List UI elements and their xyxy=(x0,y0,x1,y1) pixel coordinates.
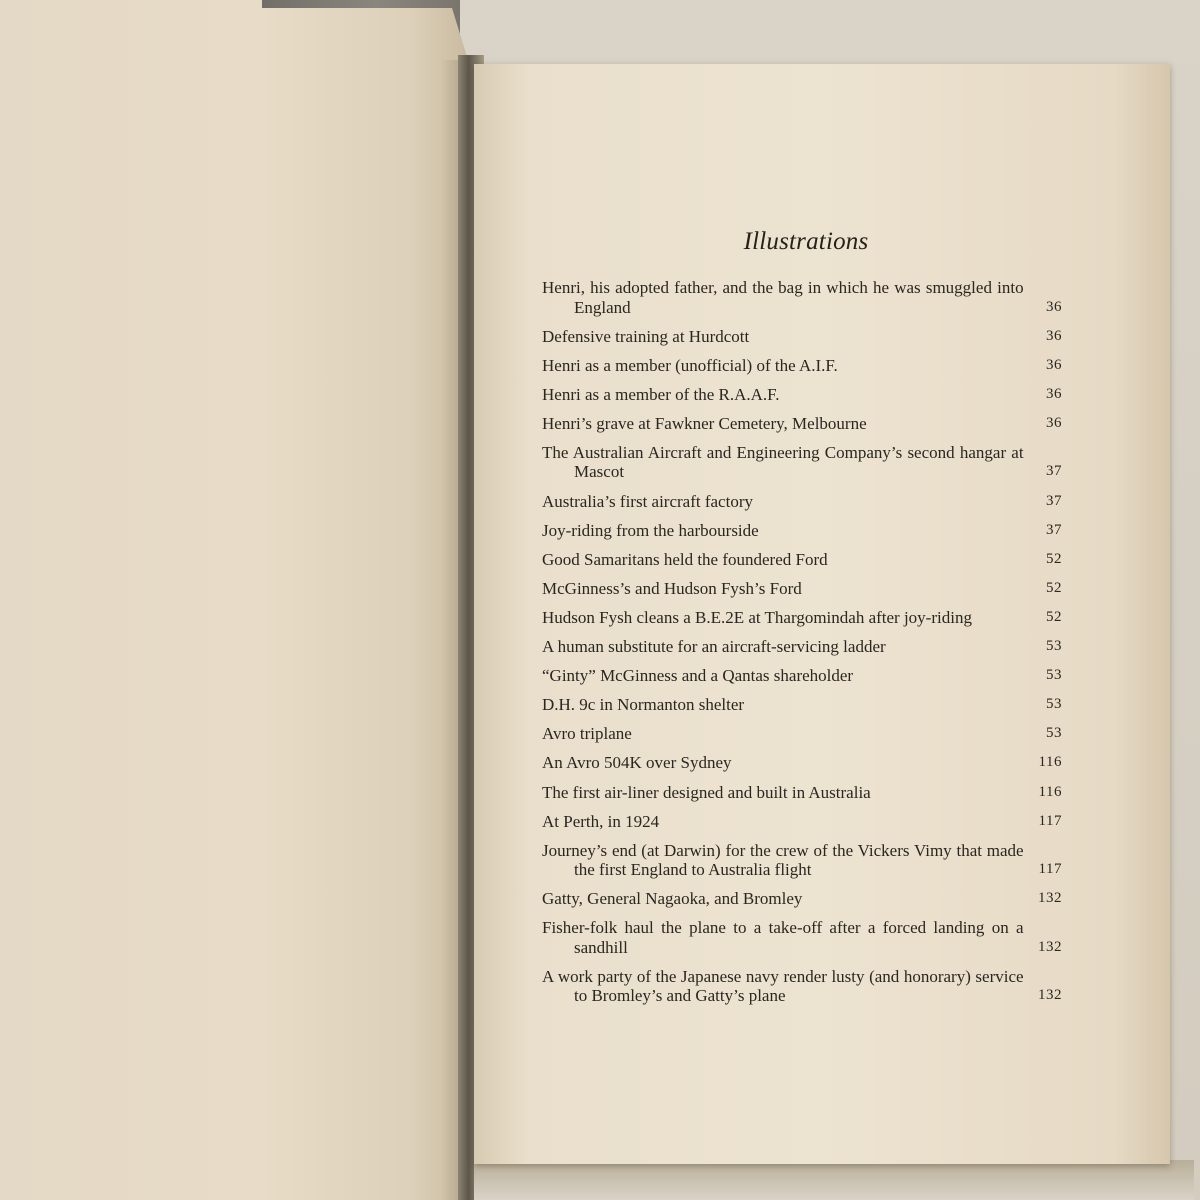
entry-page-number: 53 xyxy=(1046,638,1062,655)
entry-caption: Henri as a member of the R.A.A.F. xyxy=(542,384,780,404)
list-item xyxy=(542,608,1062,628)
entry-caption: Henri’s grave at Fawkner Cemetery, Melbourne xyxy=(542,413,867,433)
list-item xyxy=(542,637,1062,657)
entry-page-number: 132 xyxy=(1038,890,1062,907)
list-item xyxy=(542,753,1062,773)
list-item xyxy=(542,492,1062,512)
entry-caption: An Avro 504K over Sydney xyxy=(542,753,732,773)
list-item xyxy=(542,414,1062,434)
list-item xyxy=(542,841,1062,880)
entry-caption: Joy-riding from the harbourside xyxy=(542,520,759,540)
list-item xyxy=(542,695,1062,715)
entry-page-number: 53 xyxy=(1046,696,1062,713)
list-item xyxy=(542,278,1062,317)
entry-caption: Good Samaritans held the foundered Ford xyxy=(542,549,828,569)
entry-caption: A work party of the Japanese navy render lusty (and honorary) service to Bromley’s and Gatty’s plane xyxy=(542,966,1024,1006)
entry-caption: “Ginty” McGinness and a Qantas shareholder xyxy=(542,666,854,686)
list-item xyxy=(542,666,1062,686)
list-item xyxy=(542,967,1062,1006)
entry-page-number: 52 xyxy=(1046,608,1062,625)
entry-caption: D.H. 9c in Normanton shelter xyxy=(542,695,745,715)
entry-caption: Henri as a member (unofficial) of the A.I.F. xyxy=(542,355,838,375)
list-item xyxy=(542,889,1062,909)
entry-page-number: 53 xyxy=(1046,667,1062,684)
list-item xyxy=(542,385,1062,405)
list-item xyxy=(542,783,1062,803)
list-item xyxy=(542,356,1062,376)
entry-page-number: 53 xyxy=(1046,725,1062,742)
list-item xyxy=(542,579,1062,599)
entry-page-number: 116 xyxy=(1038,783,1062,800)
entry-page-number: 36 xyxy=(1046,414,1062,431)
entry-page-number: 132 xyxy=(1038,938,1062,955)
entry-page-number: 132 xyxy=(1038,987,1062,1004)
entry-caption: The first air-liner designed and built in Australia xyxy=(542,782,871,802)
entry-page-number: 117 xyxy=(1038,812,1062,829)
list-item xyxy=(542,327,1062,347)
entry-caption: The Australian Aircraft and Engineering Company’s second hangar at Mascot xyxy=(542,442,1024,482)
table-surface xyxy=(474,1160,1194,1200)
list-item xyxy=(542,521,1062,541)
illustrations-list xyxy=(542,228,1062,1016)
entry-caption: Gatty, General Nagaoka, and Bromley xyxy=(542,889,803,909)
entry-caption: Fisher-folk haul the plane to a take-off after a forced landing on a sandhill xyxy=(542,918,1024,957)
left-blank-page xyxy=(0,0,468,1200)
entry-caption: A human substitute for an aircraft-servicing ladder xyxy=(542,637,886,657)
entry-page-number: 36 xyxy=(1046,298,1062,315)
list-item xyxy=(542,443,1062,482)
entry-page-number: 37 xyxy=(1046,463,1062,480)
entry-page-number: 52 xyxy=(1046,579,1062,596)
entry-page-number: 37 xyxy=(1046,521,1062,538)
entry-page-number: 116 xyxy=(1038,754,1062,771)
entry-caption: Henri, his adopted father, and the bag in which he was smuggled into England xyxy=(542,278,1024,317)
entry-caption: At Perth, in 1924 xyxy=(542,811,660,831)
entry-page-number: 36 xyxy=(1046,327,1062,344)
list-item xyxy=(542,550,1062,570)
list-item xyxy=(542,724,1062,744)
entry-page-number: 37 xyxy=(1046,492,1062,509)
entry-caption: Defensive training at Hurdcott xyxy=(542,326,750,346)
page-heading: Illustrations xyxy=(743,228,869,255)
entry-page-number: 36 xyxy=(1046,385,1062,402)
entry-caption: Avro triplane xyxy=(542,724,632,744)
entry-caption: McGinness’s and Hudson Fysh’s Ford xyxy=(542,578,802,598)
entry-page-number: 117 xyxy=(1038,861,1062,878)
entry-caption: Hudson Fysh cleans a B.E.2E at Thargomindah after joy-riding xyxy=(542,607,972,627)
entry-caption: Journey’s end (at Darwin) for the crew of the Vickers Vimy that made the first England to Australia flight xyxy=(542,840,1024,880)
entry-page-number: 36 xyxy=(1046,356,1062,373)
entry-page-number: 52 xyxy=(1046,550,1062,567)
list-item xyxy=(542,918,1062,957)
entry-caption: Australia’s first aircraft factory xyxy=(542,491,753,511)
list-item xyxy=(542,812,1062,832)
